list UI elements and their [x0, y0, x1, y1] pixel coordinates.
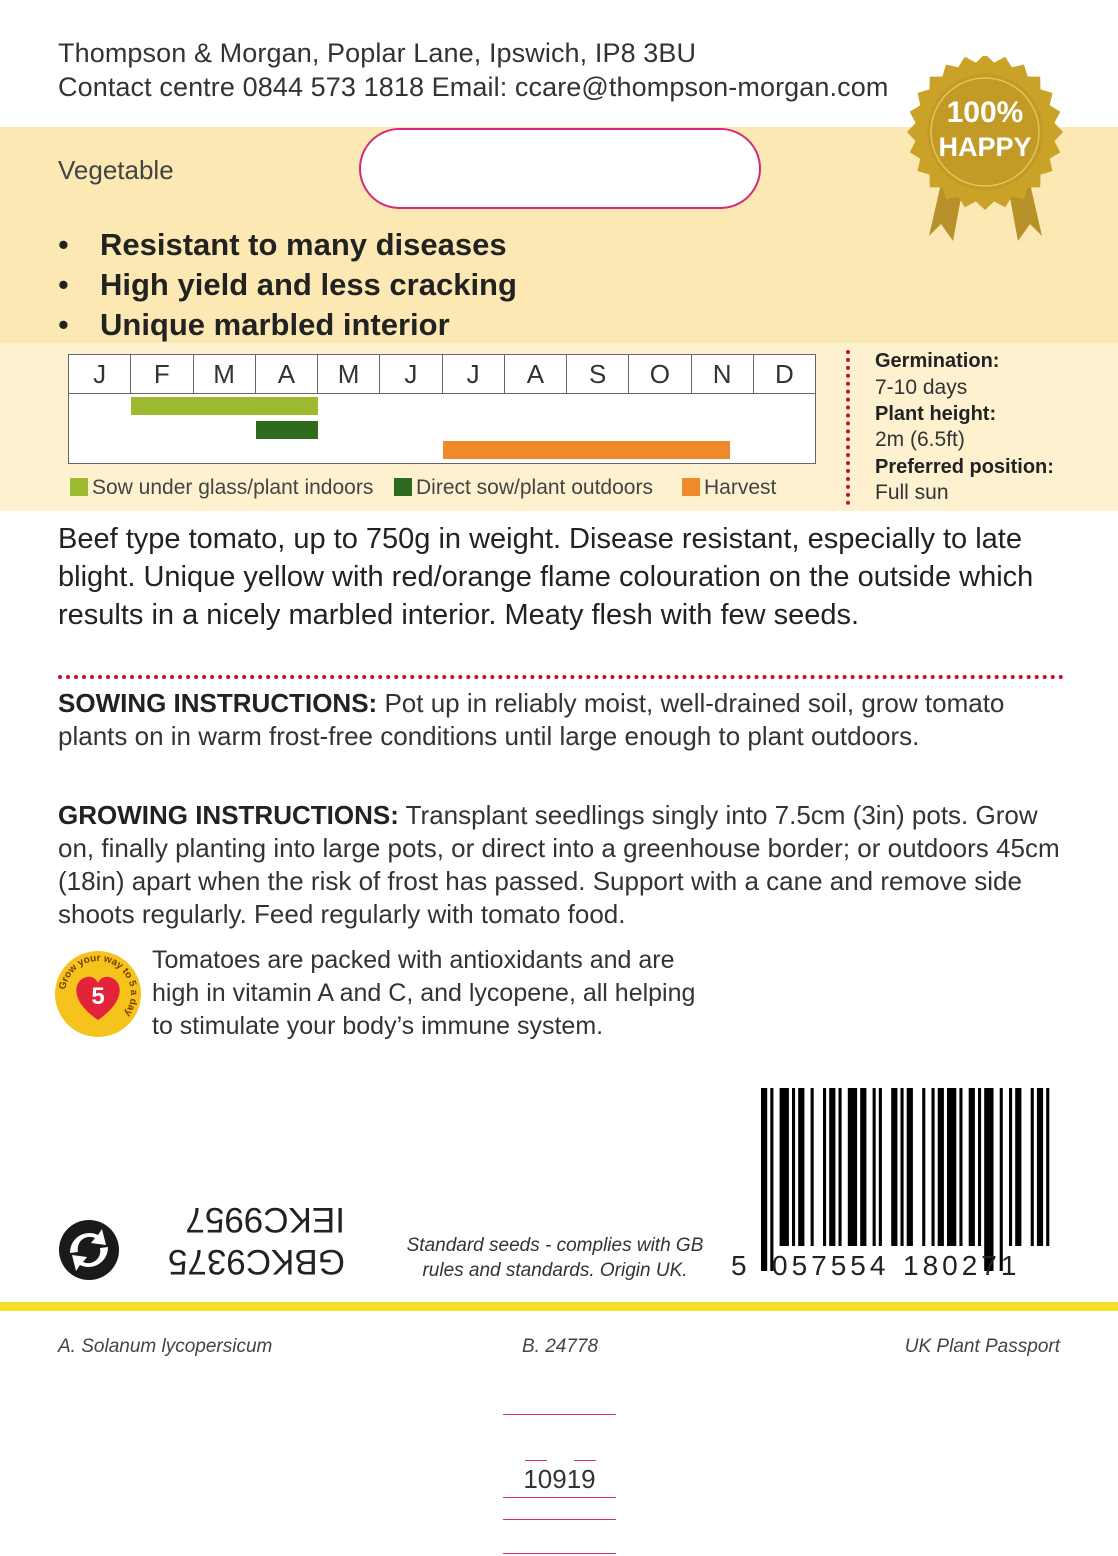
legend-label: Direct sow/plant outdoors	[416, 476, 653, 499]
legend-harvest	[682, 476, 776, 500]
company-address: Thompson & Morgan, Poplar Lane, Ipswich, IP8 3BU	[58, 38, 697, 68]
happy-badge	[903, 56, 1068, 246]
sowing-instructions	[58, 687, 1068, 753]
barcode	[757, 1088, 1057, 1271]
legend-sow-indoors	[70, 476, 373, 500]
month-cell: D	[774, 359, 794, 389]
product-description: Beef type tomato, up to 750g in weight. Disease resistant, especially to late blight. Unique yellow with red/orange flame colouration on the outside which results in a nicely marbled interior. Meaty flesh with few seeds.	[58, 523, 1034, 631]
month-cell: F	[131, 355, 193, 393]
barcode-bar	[860, 1088, 866, 1246]
dotted-separator	[58, 675, 1064, 679]
barcode-bar	[1046, 1088, 1049, 1246]
barcode-bar	[978, 1088, 981, 1246]
barcode-bar	[829, 1088, 835, 1246]
health-text: Tomatoes are packed with antioxidants and are high in vitamin A and C, and lycopene, all helping to stimulate your body’s immune system.	[152, 946, 696, 1040]
calendar-bar	[256, 421, 318, 439]
month-cell: S	[567, 355, 629, 393]
barcode-bar	[811, 1088, 814, 1246]
barcode-bar	[1037, 1088, 1043, 1246]
barcode-bar	[761, 1088, 767, 1271]
contact-line: Contact centre 0844 573 1818 Email: ccare@thompson-morgan.com	[58, 72, 889, 102]
botanical-name: A. Solanum lycopersicum	[58, 1336, 273, 1357]
barcode-bar	[901, 1088, 904, 1246]
footer-divider	[0, 1302, 1118, 1311]
dotted-divider	[846, 350, 850, 505]
barcode-bar	[798, 1088, 804, 1246]
bullet-dot: •	[58, 267, 69, 302]
barcode-bar	[922, 1088, 925, 1246]
product-code: IEKC9957	[185, 1200, 345, 1239]
barcode-left-digits: 057554	[772, 1250, 890, 1281]
lot-number: 10919	[523, 1464, 596, 1494]
barcode-bar	[932, 1088, 935, 1246]
pink-rule	[503, 1553, 616, 1554]
barcode-bar	[947, 1088, 956, 1246]
sowing-calendar	[68, 354, 816, 464]
barcode-bar	[959, 1088, 962, 1246]
barcode-bar	[891, 1088, 897, 1246]
legend-swatch	[70, 478, 88, 496]
barcode-bar	[770, 1088, 773, 1271]
feature-item	[58, 227, 507, 263]
month-cell: J	[443, 355, 505, 393]
legend-label: Harvest	[704, 476, 777, 499]
category-label: Vegetable	[58, 155, 174, 185]
position-value: Full sun	[875, 481, 949, 504]
bullet-dot: •	[58, 307, 69, 342]
barcode-bar	[792, 1088, 795, 1246]
product-code: GBKC9375	[167, 1242, 345, 1281]
variety-name-box	[359, 128, 761, 209]
barcode-bar	[873, 1088, 876, 1246]
standard-seeds-note	[395, 1233, 715, 1283]
barcode-first-digit: 5	[731, 1250, 747, 1281]
month-cell: M	[194, 355, 256, 393]
standard-line: rules and standards. Origin UK.	[422, 1260, 688, 1281]
barcode-bar	[839, 1088, 842, 1246]
batch-reference: B. 24778	[522, 1336, 599, 1357]
barcode-right-digits: 180271	[903, 1250, 1021, 1281]
bullet-dot: •	[58, 227, 69, 262]
five-number: 5	[91, 983, 105, 1010]
calendar-month-row	[69, 355, 815, 394]
badge-percent: 100%	[946, 96, 1024, 129]
barcode-bar	[823, 1088, 826, 1246]
feature-item	[58, 267, 517, 303]
position-label: Preferred position:	[875, 456, 1054, 478]
five-a-day-logo	[54, 950, 142, 1038]
feature-item	[58, 307, 450, 343]
germination-value: 7-10 days	[875, 376, 968, 399]
barcode-bar	[969, 1088, 975, 1246]
month-cell: J	[380, 355, 442, 393]
recycle-icon	[58, 1219, 120, 1281]
height-value: 2m (6.5ft)	[875, 428, 965, 451]
badge-happy: HAPPY	[938, 132, 1032, 162]
barcode-bar	[938, 1088, 944, 1246]
pink-tick	[525, 1460, 547, 1461]
growing-instructions	[58, 799, 1068, 931]
feature-text: Resistant to many diseases	[100, 227, 507, 262]
barcode-bar	[780, 1088, 789, 1246]
germination-label: Germination:	[875, 350, 1000, 372]
sowing-text: Pot up in reliably moist, well-drained soil, grow tomato plants on in warm frost-free conditions until large enough to plant outdoors.	[58, 688, 1005, 751]
barcode-bar	[848, 1088, 857, 1246]
standard-line: Standard seeds - complies with GB	[406, 1235, 704, 1256]
growing-text: Transplant seedlings singly into 7.5cm (3in) pots. Grow on, finally planting into large pots, or direct into a greenhouse border; or outdoors 45cm (18in) apart when the risk of frost has passed. Support with a cane and remove side shoots regularly. Feed regularly with tomato food.	[58, 800, 1060, 929]
month-cell: J	[69, 355, 131, 393]
pink-tick	[574, 1460, 596, 1461]
barcode-bar	[1015, 1088, 1021, 1246]
growing-heading: GROWING INSTRUCTIONS:	[58, 800, 399, 830]
barcode-bar	[879, 1088, 882, 1246]
month-cell: N	[692, 355, 754, 393]
barcode-bar	[984, 1088, 993, 1271]
feature-text: High yield and less cracking	[100, 267, 517, 302]
month-cell: M	[318, 355, 380, 393]
pink-rule	[503, 1497, 616, 1498]
legend-swatch	[394, 478, 412, 496]
product-codes	[155, 1198, 345, 1282]
legend-sow-outdoors	[394, 476, 653, 500]
legend-label: Sow under glass/plant indoors	[92, 476, 374, 499]
month-cell: O	[629, 355, 691, 393]
barcode-bar	[1000, 1088, 1003, 1271]
feature-text: Unique marbled interior	[100, 307, 450, 342]
month-cell: A	[256, 355, 318, 393]
barcode-bar	[1009, 1088, 1012, 1246]
pink-rule	[503, 1414, 616, 1415]
barcode-bar	[907, 1088, 913, 1246]
calendar-bar	[131, 397, 318, 415]
legend-swatch	[682, 478, 700, 496]
barcode-bar	[1031, 1088, 1034, 1246]
pink-rule	[503, 1519, 616, 1520]
height-label: Plant height:	[875, 403, 997, 425]
calendar-bar	[443, 441, 730, 459]
five-ring-text: Grow your way to 5 a day	[57, 952, 140, 1019]
plant-passport-label: UK Plant Passport	[904, 1336, 1060, 1357]
sowing-heading: SOWING INSTRUCTIONS:	[58, 688, 378, 718]
month-cell: A	[505, 355, 567, 393]
